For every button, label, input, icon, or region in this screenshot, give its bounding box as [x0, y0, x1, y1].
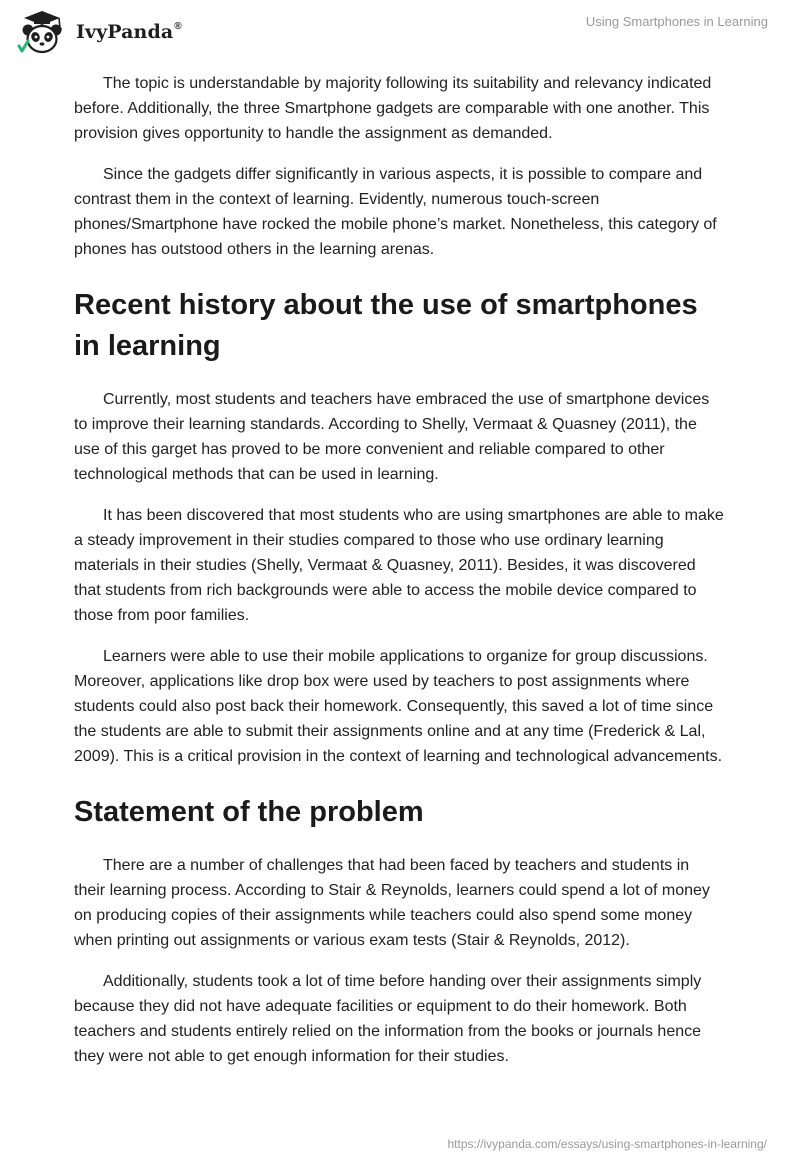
- paragraph: The topic is understandable by majority following its suitability and relevancy indicated before. Additionally, the three Smartphone gadgets are comparable with one another. This provision gives opportunity to handle the assignment as demanded.: [74, 75, 712, 142]
- paragraph: It has been discovered that most students who are using smartphones are able to make a steady improvement in their studies compared to those who use ordinary learning materials in their studies (Shelly, Vermaat & Quasney, 2011). Besides, it was discovered that students from rich backgrounds were able to access the mobile device compared to those from poor families.: [74, 507, 724, 624]
- article-body: [74, 71, 724, 1085]
- page-header: [0, 0, 800, 64]
- paragraph: Learners were able to use their mobile applications to organize for group discussions. Moreover, applications like drop box were used by teachers to post assignments where students could also post back their homework. Consequently, this saved a lot of time since the students are able to submit their assignments online and at any time (Frederick & Lal, 2009). This is a critical provision in the context of learning and technological advancements.: [74, 648, 723, 765]
- paragraph: Since the gadgets differ significantly in various aspects, it is possible to compare and contrast them in the context of learning. Evidently, numerous touch-screen phones/Smartphone have rocked the mobile phone’s market. Nonetheless, this category of phones has outstood others in the learning arenas.: [74, 166, 717, 258]
- paragraph: Additionally, students took a lot of time before handing over their assignments simply because they did not have adequate facilities or equipment to do their homework. Both teachers and students entirely relied on the information from the books or journals hence they were not able to get enough information for their studies.: [74, 973, 702, 1065]
- brand-name-text: IvyPanda: [76, 21, 174, 43]
- section-heading-problem: Statement of the problem: [74, 796, 424, 828]
- brand-name: [76, 21, 182, 43]
- paragraph: Currently, most students and teachers have embraced the use of smartphone devices to improve their learning standards. According to Shelly, Vermaat & Quasney (2011), the use of this garget has proved to be more convenient and reliable compared to other technological methods that can be used in learning.: [74, 391, 710, 483]
- ivypanda-logo[interactable]: [14, 8, 182, 56]
- registered-mark: ®: [174, 20, 182, 32]
- section-heading-history: Recent history about the use of smartphones in learning: [74, 289, 698, 362]
- source-url[interactable]: https://ivypanda.com/essays/using-smartphones-in-learning/: [447, 1137, 767, 1151]
- panda-graduate-icon: [14, 8, 70, 56]
- paragraph: There are a number of challenges that had been faced by teachers and students in their learning process. According to Stair & Reynolds, learners could spend a lot of money on producing copies of their assignments while teachers could also spend some money when printing out assignments or various exam tests (Stair & Reynolds, 2012).: [74, 857, 710, 949]
- document-title: Using Smartphones in Learning: [585, 14, 768, 29]
